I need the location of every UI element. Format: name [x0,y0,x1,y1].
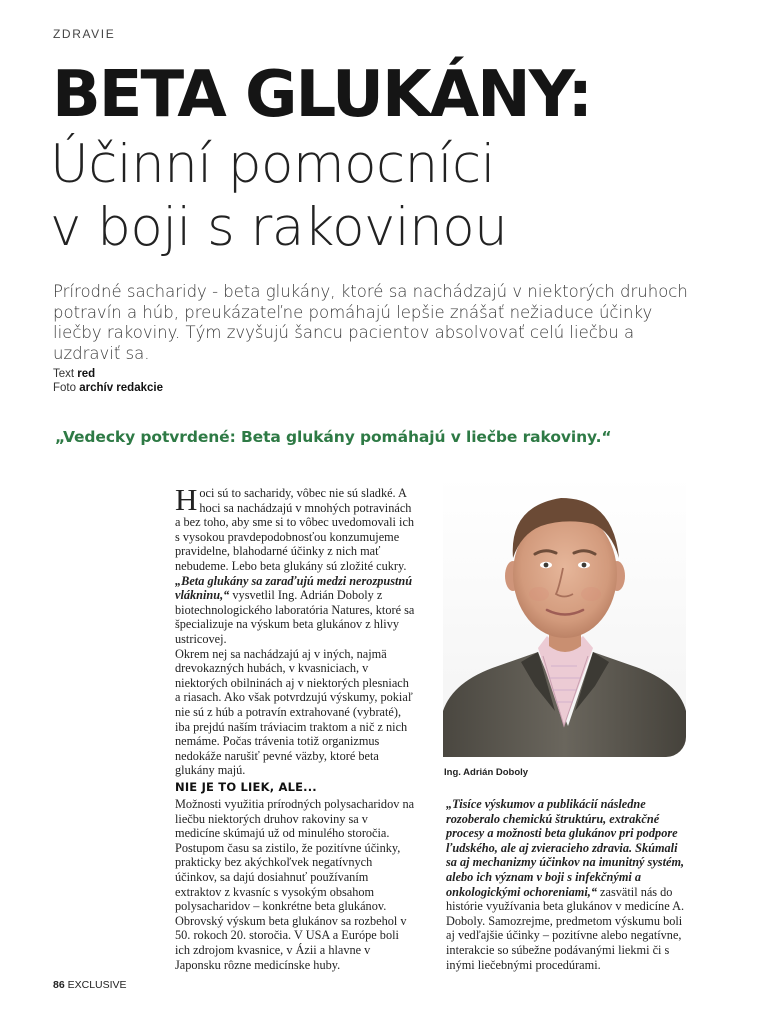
paragraph-1 [175,482,415,574]
pull-quote: „Vedecky potvrdené: Beta glukány pomáhajú v liečbe rakoviny.“ [55,428,612,446]
section-subheading: NIE JE TO LIEK, ALE... [175,780,317,794]
photo-credit [53,382,163,394]
page-footer [53,979,127,991]
headline-bold: BETA GLUKÁNY: [52,58,592,132]
paragraph-5: Obrovský výskum beta glukánov sa rozbehol v 50. rokoch 20. storočia. V USA a Európe boli ich zdrojom kvasnice, v Ázii a hlavne v Japonsku rôzne medicínske huby. [175,913,407,972]
article-column-2 [175,797,415,972]
paragraph-6 [446,797,691,972]
paragraph-2-text: vysvetlil Ing. Adrián Doboly z biotechnologického laboratória Natures, ktoré sa špecializuje na výskum beta glukánov z hlivy ustricovej. [175,588,415,646]
photo-caption: Ing. Adrián Doboly [444,767,529,778]
text-credit [53,368,95,380]
paragraph-6-text: zasvätil nás do histórie využívania beta glukánov v medicíne A. Doboly. Samozrejme, predmetom výskumu boli aj vedľajšie účinky – pozitívne alebo negatívne, interakcie so súbežne podávanými liekmi či s inými liečebnými procedúrami. [446,884,685,972]
portrait-illustration [443,476,686,757]
research-quote: „Tisíce výskumov a publikácií následne rozoberalo chemickú štruktúru, extrakčné procesy a možnosti beta glukánov pri podpore ľudského, ale aj zvieracieho zdravia. Skúmali sa aj mechanizmy účinkov na imunitný systém, alebo ich význam v boji s infekčnými a onkologickými ochoreniami,“ [446,797,685,899]
paragraph-3: Okrem nej sa nachádzajú aj v iných, najmä drevokazných hubách, v kvasniciach, v niektorých obilninách aj v niektorých plesniach a riasach. Ako však potvrdzujú výskumy, pokiaľ nie sú z húb a potravín extrahované (vybraté), iba prejdú naším tráviacim traktom a nič z nich nemáme. Počas trávenia totiž organizmus nedokáže narušiť pevné väzby, ktoré beta glukány majú. [175,646,413,778]
page-number: 86 [53,979,65,991]
section-label: ZDRAVIE [53,27,116,41]
paragraph-4: Možnosti využitia prírodných polysacharidov na liečbu niektorých druhov rakoviny sa v medicíne skúmajú už od minulého storočia. Postupom času sa zistilo, že pozitívne účinky, prakticky bez akýchkoľvek negatívnych účinkov, sa dajú dosiahnuť používaním extraktov z kvasníc s vysokým obsahom polysacharidov – konkrétne beta glukánov. [175,797,415,914]
text-credit-label: Text [53,368,75,380]
photo-credit-label: Foto [53,382,77,394]
drop-cap: H [175,482,198,517]
paragraph-2 [175,574,415,647]
headline-line-1: Účinní pomocníci [50,134,495,195]
photo-credit-value: archív redakcie [79,382,163,394]
portrait-photo [443,476,686,757]
magazine-name: EXCLUSIVE [67,979,127,991]
lead-paragraph: Prírodné sacharidy - beta glukány, ktoré sa nachádzajú v niektorých druhoch potravín a húb, preukázateľne pomáhajú lepšie znášať nežiaduce účinky liečby rakoviny. Tým zvyšujú šancu pacientov absolvovať celú liečbu a uzdraviť sa. [53,282,688,363]
article-column-3 [446,797,691,972]
paragraph-1-text: oci sú to sacharidy, vôbec nie sú sladké. A hoci sa nachádzajú v mnohých potravinách a bez toho, aby sme si to vôbec uvedomovali ich s vysokou pravdepodobnosťou konzumujeme pravidelne, blahodarné účinky z nich mať nebudeme. Lebo beta glukány sú zložité cukry. [175,486,415,573]
headline-line-2: v boji s rakovinou [50,197,508,258]
text-credit-value: red [77,368,96,380]
article-column-1 [175,482,415,778]
expert-quote: „Beta glukány sa zaraďujú medzi nerozpustnú vlákninu,“ [175,573,413,603]
